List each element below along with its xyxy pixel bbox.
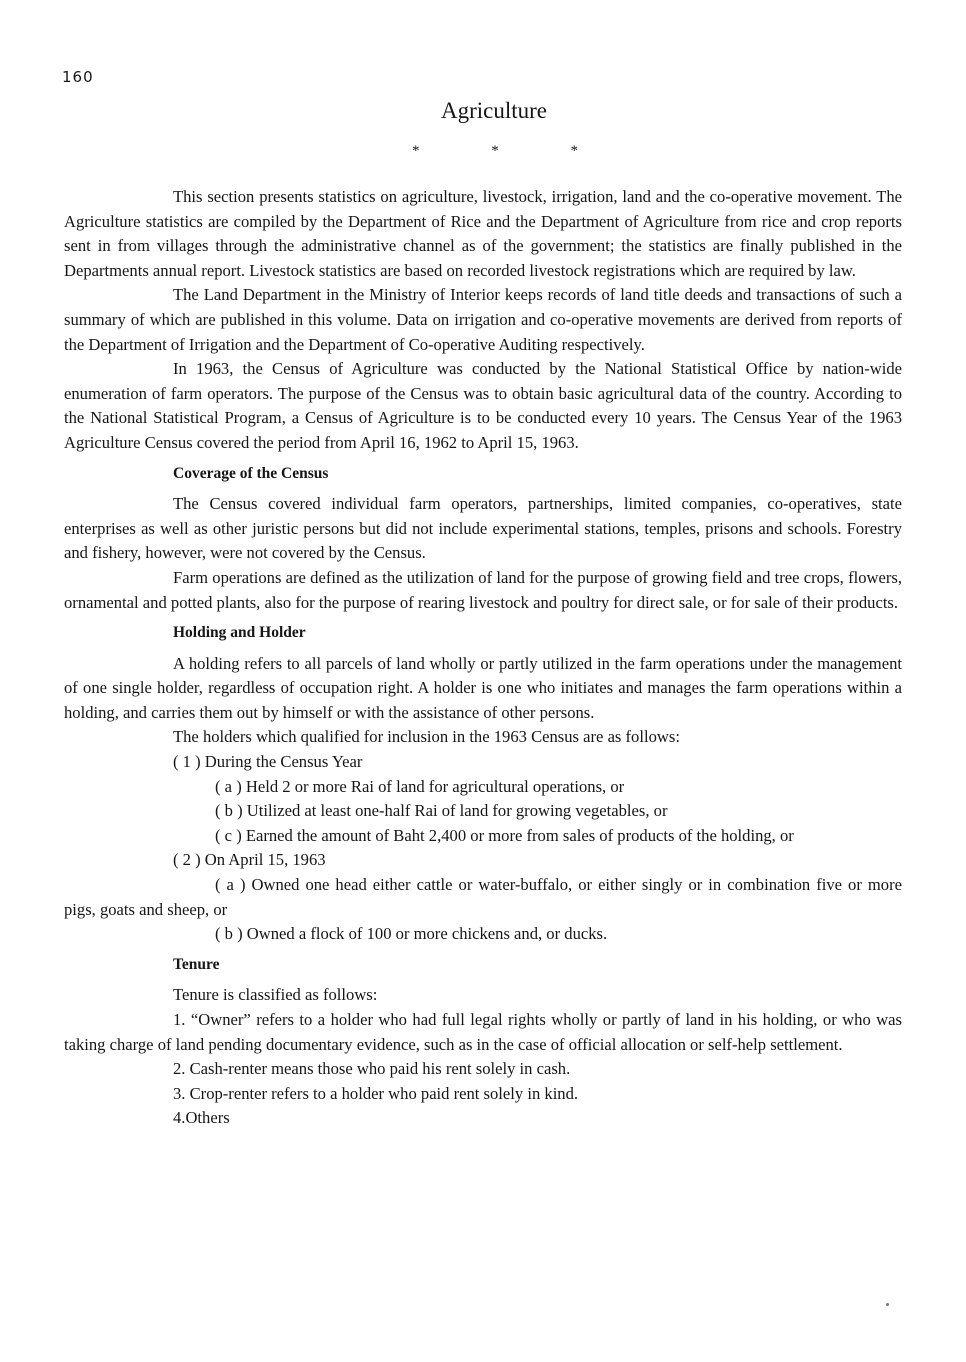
holding-item-2a: ( a ) Owned one head either cattle or water-buffalo, or either singly or in combination five or more pigs, goats and sheep, or xyxy=(64,875,902,919)
coverage-paragraph-2: Farm operations are defined as the utilization of land for the purpose of growing field and tree crops, flowers, ornamental and potted plants, also for the purpose of rearing livestock and poultry for direct sale, or for sale of their products. xyxy=(64,567,902,612)
section-ornament: * * * xyxy=(412,143,612,159)
holding-item-1: ( 1 ) During the Census Year xyxy=(173,752,363,772)
holding-item-2b: ( b ) Owned a flock of 100 or more chickens and, or ducks. xyxy=(215,924,608,944)
coverage-heading: Coverage of the Census xyxy=(173,464,329,482)
scan-speck xyxy=(886,1303,889,1306)
tenure-item-1: 1. “Owner” refers to a holder who had full legal rights wholly or partly of land in his holding, or who was taking charge of land pending documentary evidence, such as in the case of official allocation or self-help settlement. xyxy=(64,1010,902,1054)
intro-paragraph-1: This section presents statistics on agriculture, livestock, irrigation, land and the co-operative movement. The Agriculture statistics are compiled by the Department of Rice and the Department of Agriculture from rice and crop reports sent in from villages through the administrative channel as of the government; the statistics are finally published in the Departments annual report. Livestock statistics are based on recorded livestock registrations which are required by law. xyxy=(64,187,902,280)
page-title: Agriculture xyxy=(440,98,547,123)
holding-item-1a: ( a ) Held 2 or more Rai of land for agricultural operations, or xyxy=(215,776,625,796)
holding-item-1c: ( c ) Earned the amount of Baht 2,400 or more from sales of products of the holding, or xyxy=(215,825,794,845)
holding-heading: Holding and Holder xyxy=(173,624,306,642)
tenure-intro: Tenure is classified as follows: xyxy=(173,985,378,1005)
tenure-item-4: 4.Others xyxy=(173,1108,230,1128)
coverage-paragraph-1: The Census covered individual farm operators, partnerships, limited companies, co-operatives, state enterprises as well as other juristic persons but did not include experimental stations, temples, prisons and schools. Forestry and fishery, however, were not covered by the Census. xyxy=(64,494,902,563)
holding-item-2: ( 2 ) On April 15, 1963 xyxy=(173,850,326,870)
body-text xyxy=(64,185,902,1131)
tenure-item-3: 3. Crop-renter refers to a holder who paid rent solely in kind. xyxy=(173,1083,579,1103)
page-number: 160 xyxy=(62,68,94,86)
holding-paragraph-1: A holding refers to all parcels of land wholly or partly utilized in the farm operations under the management of one single holder, regardless of occupation right. A holder is one who initiates and manages the farm operations within a holding, and carries them out by himself or with the assistance of other persons. xyxy=(64,653,902,722)
tenure-heading: Tenure xyxy=(173,955,220,973)
intro-paragraph-3: In 1963, the Census of Agriculture was conducted by the National Statistical Office by nation-wide enumeration of farm operators. The purpose of the Census was to obtain basic agricultural data of the country. According to the National Statistical Program, a Census of Agriculture is to be conducted every 10 years. The Census Year of the 1963 Agriculture Census covered the period from April 16, 1962 to April 15, 1963. xyxy=(64,359,902,452)
intro-paragraph-2: The Land Department in the Ministry of Interior keeps records of land title deeds and transactions of such a summary of which are published in this volume. Data on irrigation and co-operative movements are derived from reports of the Department of Irrigation and the Department of Co-operative Auditing respectively. xyxy=(64,285,902,354)
holding-item-1b: ( b ) Utilized at least one-half Rai of land for growing vegetables, or xyxy=(215,801,668,821)
holding-paragraph-2: The holders which qualified for inclusion in the 1963 Census are as follows: xyxy=(173,727,680,747)
tenure-item-2: 2. Cash-renter means those who paid his rent solely in cash. xyxy=(173,1059,571,1079)
